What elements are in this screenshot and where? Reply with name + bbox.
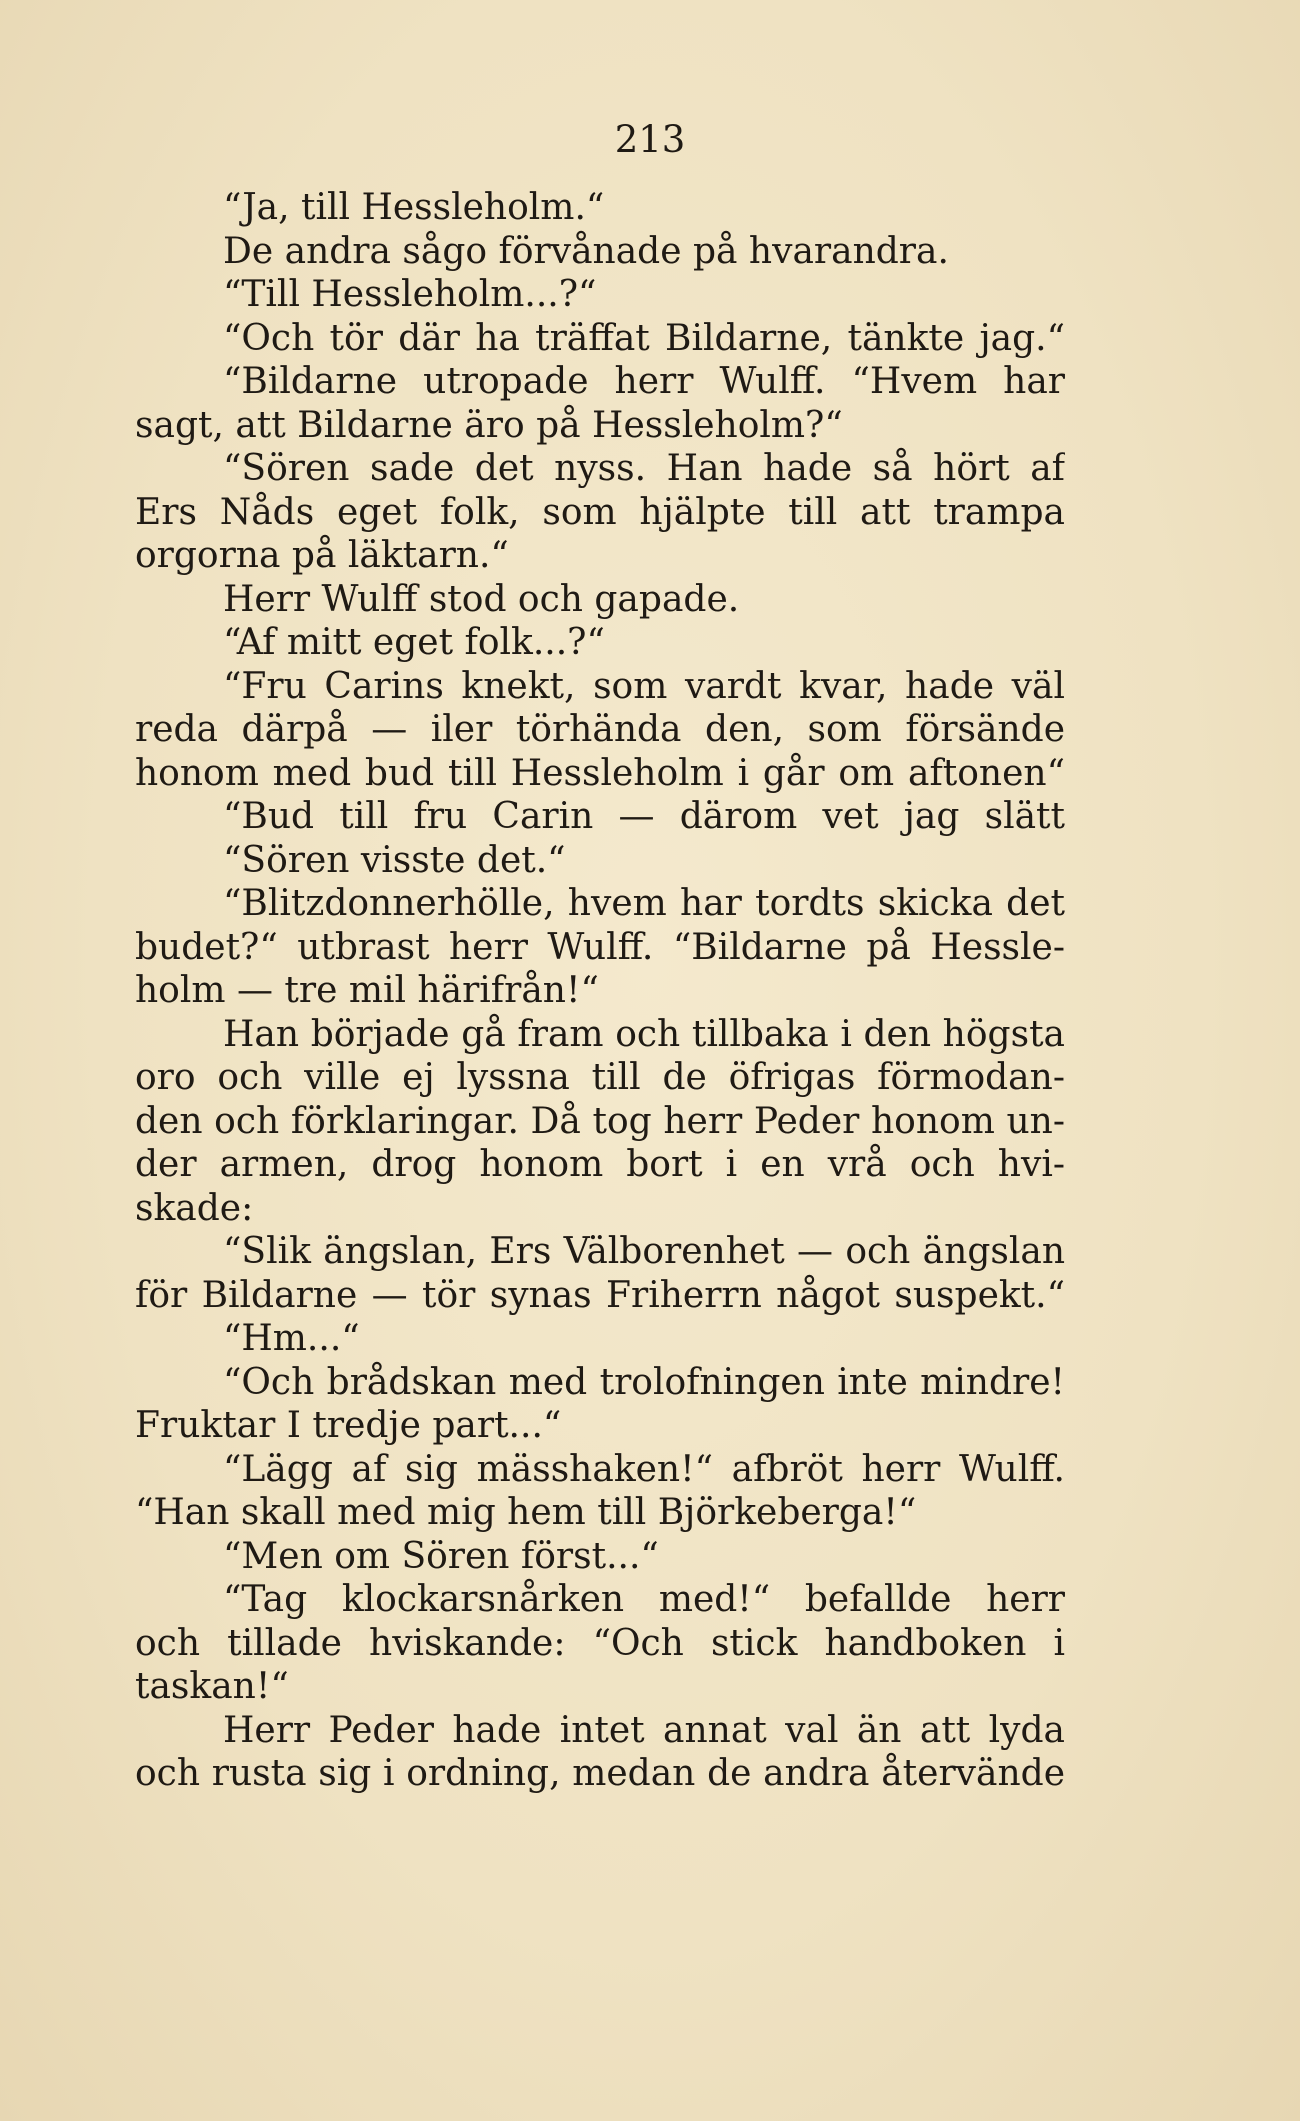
text-line: Han började gå fram och tillbaka i den högsta: [223, 1013, 1065, 1055]
text-line: Herr Wulff stod och gapade.: [223, 578, 740, 620]
text-line: Ers Nåds eget folk, som hjälpte till att trampa: [135, 491, 1065, 533]
text-line: “Lägg af sig mässhaken!“ afbröt herr Wulff.: [223, 1448, 1065, 1490]
text-line: holm — tre mil härifrån!“: [135, 970, 599, 1011]
text-line: taskan!“: [135, 1666, 289, 1707]
text-line: “Till Hessleholm...?“: [223, 274, 597, 315]
text-line: “Ja, till Hessleholm.“: [223, 187, 605, 228]
text-line: sagt, att Bildarne äro på Hessleholm?“: [135, 404, 843, 446]
page-number: 213: [614, 118, 686, 161]
text-line: “Af mitt eget folk...?“: [223, 622, 605, 663]
text-line: den och förklaringar. Då tog herr Peder honom un-: [135, 1100, 1065, 1142]
text-line: “Och tör där ha träffat Bildarne, tänkte jag.“: [223, 317, 1065, 359]
text-line: der armen, drog honom bort i en vrå och hvi-: [135, 1144, 1065, 1185]
text-line: “Slik ängslan, Ers Välborenhet — och ängslan: [223, 1231, 1065, 1272]
text-line: “Sören visste det.“: [223, 839, 566, 881]
text-line: Fruktar I tredje part...“: [135, 1405, 562, 1446]
text-line: “Men om Sören först...“: [223, 1535, 659, 1577]
text-line: “Bildarne utropade herr Wulff. “Hvem har: [223, 361, 1065, 402]
text-line: och tillade hviskande: “Och stick handboken i: [135, 1622, 1065, 1664]
text-line: “Bud till fru Carin — därom vet jag slätt: [223, 796, 1065, 837]
text-line: Herr Peder hade intet annat val än att lyda: [223, 1709, 1065, 1751]
text-line: och rusta sig i ordning, medan de andra återvände: [135, 1753, 1065, 1794]
text-line: för Bildarne — tör synas Friherrn något suspekt.“: [135, 1274, 1065, 1316]
text-line: “Och brådskan med trolofningen inte mindre!: [223, 1361, 1065, 1403]
text-line: skade:: [135, 1187, 254, 1229]
text-line: “Tag klockarsnårken med!“ befallde herr: [223, 1579, 1065, 1620]
text-line: “Blitzdonnerhölle, hvem har tordts skicka det: [223, 883, 1065, 924]
text-line: “Fru Carins knekt, som vardt kvar, hade väl: [223, 665, 1065, 707]
text-line: reda därpå — iler törhända den, som försände: [135, 709, 1065, 750]
text-line: oro och ville ej lyssna till de öfrigas förmodan-: [135, 1057, 1065, 1098]
text-line: “Hm...“: [223, 1318, 360, 1359]
text-line: “Han skall med mig hem till Björkeberga!“: [135, 1492, 917, 1533]
body-text: [135, 186, 1065, 1796]
text-line: honom med bud till Hessleholm i går om aftonen“: [135, 752, 1065, 794]
text-line: “Sören sade det nyss. Han hade så hört af: [223, 448, 1065, 489]
text-line: De andra sågo förvånade på hvarandra.: [223, 230, 949, 272]
text-line: budet?“ utbrast herr Wulff. “Bildarne på Hessle-: [135, 926, 1065, 968]
text-line: orgorna på läktarn.“: [135, 535, 509, 576]
